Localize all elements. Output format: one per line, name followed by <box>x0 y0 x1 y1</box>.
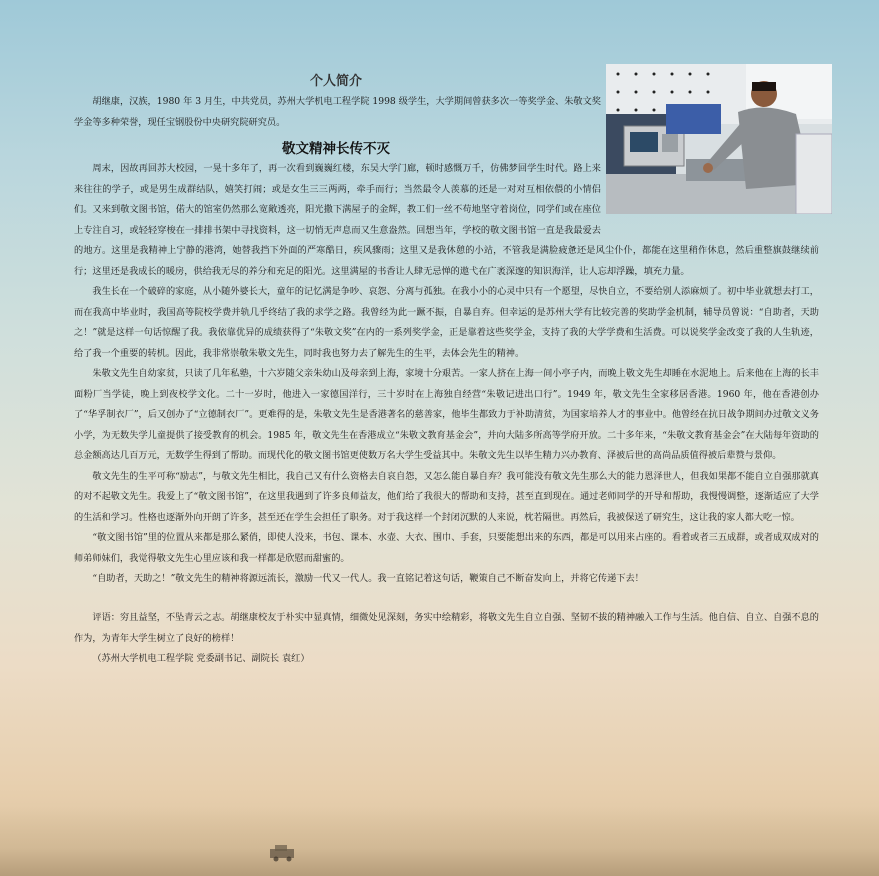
article-body <box>74 282 819 590</box>
review-signature: （苏州大学机电工程学院 党委副书记、副院长 袁红） <box>92 653 310 664</box>
article-intro-column <box>74 159 819 282</box>
article-paragraph-2: 我生长在一个破碎的家庭，从小随外婆长大，童年的记忆满是争吵、哀怨、分离与孤独。在我小小的心灵中只有一个愿望，尽快自立，不要给别人添麻烦了。初中毕业就想去打工，而在我高中毕业时，我国高等院校学费并轨几乎终结了我的求学之路。我曾经为此一蹶不振，自暴自弃。但幸运的是苏州大学有比较完善的奖助学金机制，辅导员曾说：“自助者，天助之！”就是这样一句话惊醒了我。我依靠优异的成绩获得了“朱敬文奖”在内的一系列奖学金，正是靠着这些奖学金，支持了我的大学学费和生活费。可以说奖学金改变了我的人生轨迹，给了我一个重要的转机。因此，我非常崇敬朱敬文先生，同时我也努力去了解先生的生平，去体会先生的精神。 <box>74 286 819 359</box>
article-paragraph-1: 周末，因故再回苏大校园，一晃十多年了，再一次看到巍巍红楼，东吴大学门廊，顿时感慨万千，仿佛梦回学生时代。路上来来往往的学子，或是男生成群结队，嬉笑打闹；或是女生三三两两，牵手而行；当然最令人羡慕的还是一对对互相依偎的小情侣们。又来到敬文图书馆，偌大的馆室仍然那么宽敞透亮，阳光撒下满屋子的金辉，教工们一丝不苟地坚守着岗位，同学们或在座位上专注自习，或轻轻穿梭在一排排书架中寻找资料，这一切悄无声息而又生意盎然。回想当年，学校的敬文图书馆一直是我最爱去的地方。这里是我精神上宁静的港湾，她替我挡下外面的严寒酷日，疾风骤雨；这里又是我休憩的小站，不管我是满脸疲惫还是风尘仆仆，都能在这里稍作休息，然后重整旗鼓继续前行；这里还是我成长的暖房，供给我无尽的养分和充足的阳光。这里满屋的书香让人肆无忌惮的遨弋在广袤深邃的知识海洋，让人忘却浮躁，填充力量。 <box>74 163 819 277</box>
vehicle-silhouette <box>268 844 298 862</box>
horizon-background <box>0 806 879 876</box>
review-section <box>74 608 819 670</box>
article-paragraph-5: “敬文图书馆”里的位置从来都是那么紧俏，即使人没来，书包、课本、水壶、大衣、围巾、手套，只要能想出来的东西，都是可以用来占座的。看着或者三五成群，或者成双成对的师弟师妹们，我觉得敬文先生心里应该和我一样都是欣慰而甜蜜的。 <box>74 532 819 564</box>
profile-title: 个人简介 <box>309 74 362 89</box>
review-text: 评语：穷且益坚，不坠青云之志。胡继康校友于朴实中显真情，细微处见深刻，务实中绘精彩，将敬文先生自立自强、坚韧不拔的精神融入工作与生活。他自信、自立、自强不息的作为，为青年大学生树立了良好的榜样！ <box>74 612 819 644</box>
article-paragraph-6: “自助者，天助之！”敬文先生的精神将源远流长，激励一代又一代人。我一直铭记着这句话，鞭策自己不断奋发向上，并将它传递下去！ <box>92 573 644 584</box>
article-title: 敬文精神长传不灭 <box>282 141 390 157</box>
article-paragraph-3: 朱敬文先生自幼家贫，只读了几年私塾，十六岁随父亲朱幼山及母亲到上海，家境十分艰苦。一家人挤在上海一间小亭子内，而晚上敬文先生却睡在水泥地上。后来他在上海的长丰面粉厂当学徒，晚上到夜校学文化。二十一岁时，他进入一家德国洋行，三十岁时在上海独自经营“朱敬记进出口行”。1949 年，敬文先生全家移居香港。1960 年，他在香港创办了“华孚制衣厂”，后又创办了“立德制衣厂”。更难得的是，朱敬文先生是香港著名的慈善家，他毕生都致力于补助清贫，为国家培养人才的事业中。他曾经在抗日战争期间办过敬文义务小学，为无数失学儿童提供了接受教育的机会。1985 年，敬文先生在香港成立“朱敬文教育基金会”，并向大陆多所高等学府开放。二十多年来，“朱敬文教育基金会”在大陆每年资助的总金额高达几百万元，无数学生得到了帮助。而现代化的敬文图书馆更使数万名大学生受益其中。朱敬文先生以毕生精力兴办教育、泽被后世的高尚品质值得被后辈赞与景仰。 <box>74 368 819 461</box>
profile-text: 胡继康，汉族，1980 年 3 月生，中共党员，苏州大学机电工程学院 1998 级学生，大学期间曾获多次一等奖学金、朱敬文奖学金等多种荣誉，现任宝钢股份中央研究院研究员。 <box>74 96 601 128</box>
article-paragraph-4: 敬文先生的生平可称“励志”，与敬文先生相比，我自己又有什么资格去自哀自怨，又怎么能自暴自弃？我可能没有敬文先生那么大的能力恩泽世人，但我如果都不能自立自强那就真的对不起敬文先生。我爱上了“敬文图书馆”，在这里我遇到了许多良师益友，他们给了我很大的帮助和支持，甚至直到现在。通过老师同学的开导和帮助，我慢慢调整，逐渐适应了大学的生活和学习。性格也逐渐外向开朗了许多，甚至还在学生会担任了职务。对于我这样一个封闭沉默的人来说，枕若隔世。再然后，我被保送了研究生，这让我的家人都大吃一惊。 <box>74 470 819 523</box>
